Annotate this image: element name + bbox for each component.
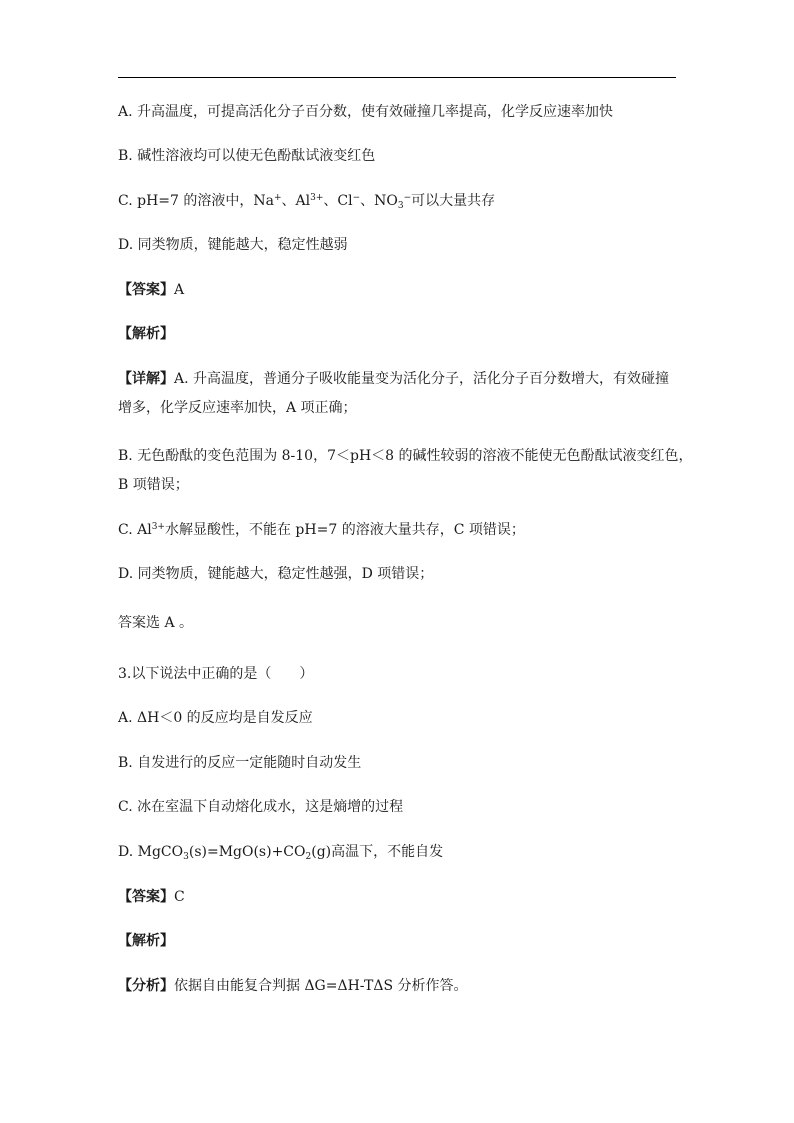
q2-detail-b-line1: B. 无色酚酞的变色范围为 8-10，7＜pH＜8 的碱性较弱的溶液不能使无色酚酞试液变红色， [118, 448, 693, 464]
detail-c-prefix: C. Al [118, 522, 152, 538]
q3-option-d-part1: D. MgCO [118, 844, 184, 860]
q3-answer [118, 887, 185, 907]
cl-charge: − [352, 193, 361, 203]
q3-option-a: A. ΔH＜0 的反应均是自发反应 [118, 710, 313, 726]
q3-option-c: C. 冰在室温下自动熔化成水，这是熵增的过程 [118, 799, 404, 815]
al-charge: 3+ [310, 193, 324, 203]
answer-value: A [174, 282, 185, 298]
no3-subscript: 3 [397, 201, 404, 211]
q2-option-c-sep2: 、Cl [323, 193, 353, 209]
q3-option-b: B. 自发进行的反应一定能随时自动发生 [118, 755, 362, 771]
q2-option-c [118, 191, 495, 211]
q2-detail-a-line2: 增多，化学反应速率加快，A 项正确； [118, 400, 357, 416]
q3-option-d [118, 842, 443, 862]
answer-label: 【答案】 [118, 282, 174, 298]
q3-analysis-label: 【解析】 [118, 933, 174, 949]
q2-option-b: B. 碱性溶液均可以使无色酚酞试液变红色 [118, 148, 376, 164]
q2-option-c-prefix: C. pH=7 的溶液中，Na [118, 193, 274, 209]
detail-al-charge: 3+ [151, 522, 165, 532]
mgco3-subscript: 3 [183, 852, 189, 862]
q2-detail-c [118, 520, 525, 540]
q2-option-d: D. 同类物质，键能越大，稳定性越弱 [118, 237, 348, 253]
no3-charge: − [403, 193, 412, 203]
q2-detail-d: D. 同类物质，键能越大，稳定性越强，D 项错误； [118, 566, 434, 582]
q3-stem: 3.以下说法中正确的是（ ） [118, 666, 314, 682]
header-rule [118, 77, 676, 78]
q3-answer-label: 【答案】 [118, 889, 174, 905]
q3-answer-value: C [174, 889, 185, 905]
na-charge: + [273, 193, 282, 203]
q2-option-c-suffix: 可以大量共存 [411, 193, 496, 209]
q2-option-c-sep3: 、NO [360, 193, 398, 209]
q3-option-d-part2: (s)=MgO(s)+CO [188, 844, 306, 860]
q2-detail-b-line2: B 项错误； [118, 477, 189, 493]
detail-a-text: A. 升高温度，普通分子吸收能量变为活化分子，活化分子百分数增大，有效碰撞 [174, 371, 670, 387]
q2-detail-a-line1 [118, 369, 669, 389]
co2-subscript: 2 [305, 852, 312, 862]
q3-analysis [118, 976, 468, 996]
q2-answer [118, 280, 184, 300]
q3-option-d-part3: (g)高温下，不能自发 [311, 844, 444, 860]
detail-label: 【详解】 [118, 371, 174, 387]
q2-option-c-sep1: 、Al [281, 193, 311, 209]
q2-conclusion: 答案选 A 。 [118, 615, 194, 631]
detail-c-suffix: 水解显酸性，不能在 pH=7 的溶液大量共存，C 项错误； [164, 522, 525, 538]
q2-option-a: A. 升高温度，可提高活化分子百分数，使有效碰撞几率提高，化学反应速率加快 [118, 104, 614, 120]
q3-analysis-text: 依据自由能复合判据 ΔG=ΔH-TΔS 分析作答。 [174, 978, 468, 994]
q2-analysis-label: 【解析】 [118, 326, 174, 342]
q3-analysis-sub-label: 【分析】 [118, 978, 174, 994]
